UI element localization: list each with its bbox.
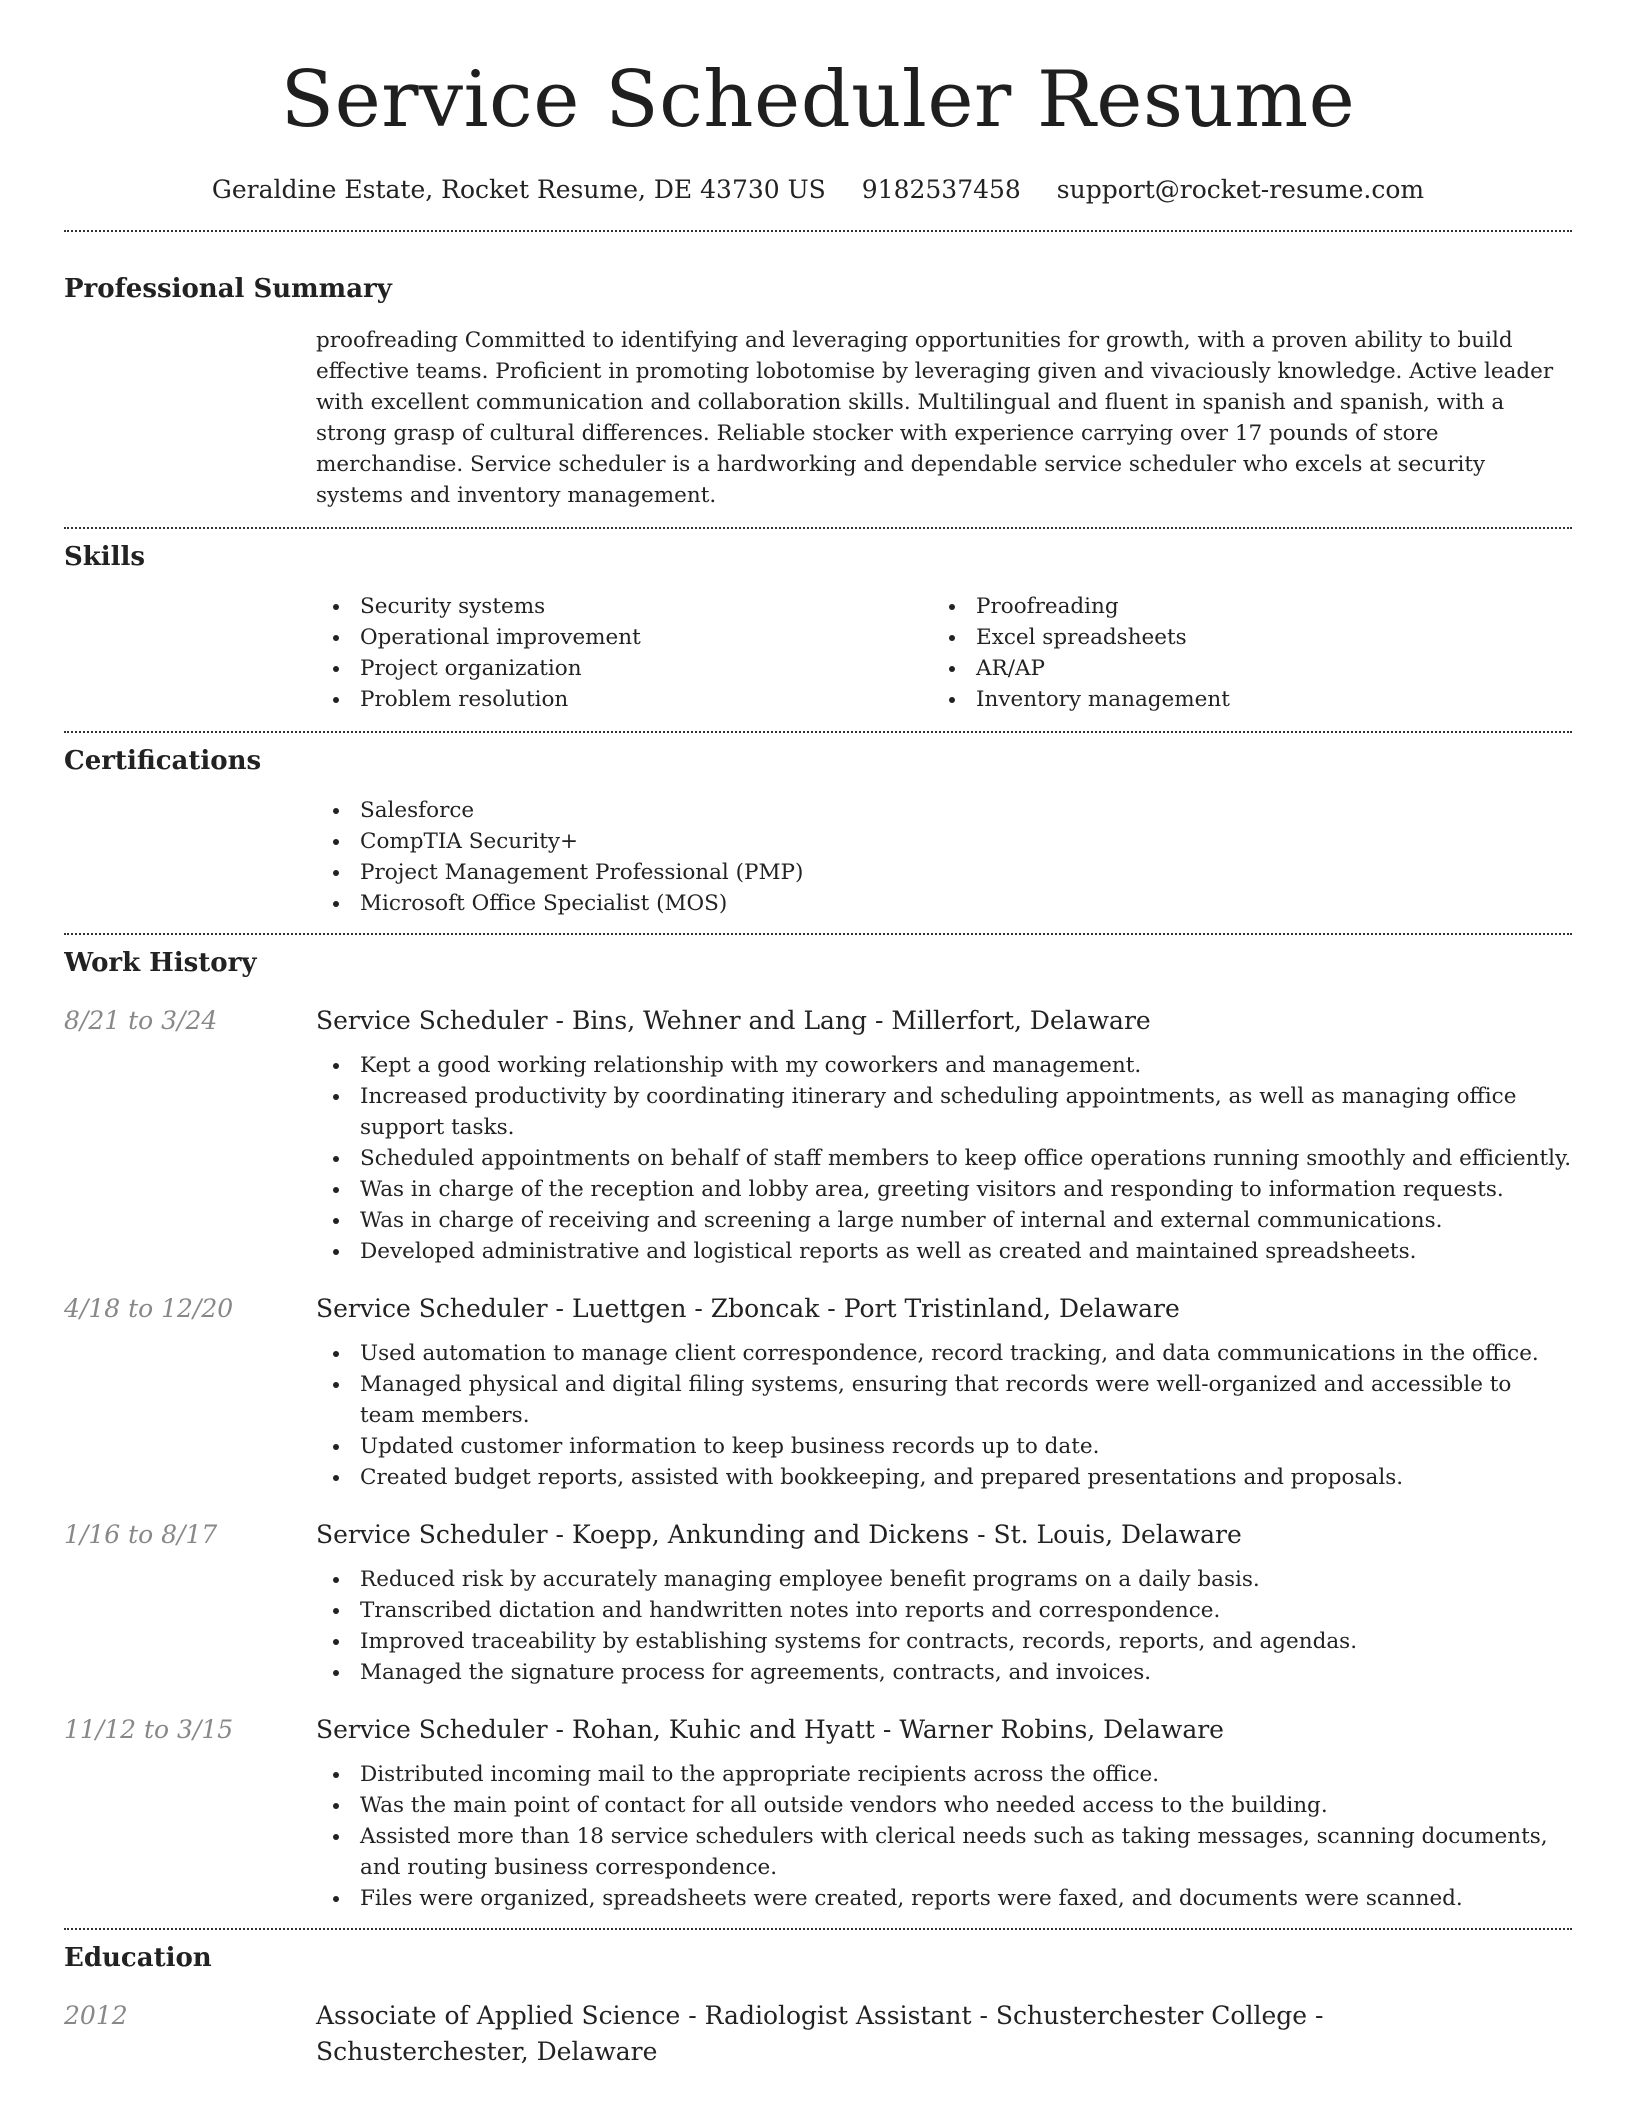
job-dates: 8/21 to 3/24 (64, 1006, 218, 1035)
skill-item: Operational improvement (316, 622, 932, 653)
skill-item: Problem resolution (316, 684, 932, 715)
job-bullet: Created budget reports, assisted with bookkeeping, and prepared presentations and proposals. (316, 1462, 1572, 1493)
job-title: Service Scheduler - Luettgen - Zboncak - Port Tristinland, Delaware (316, 1294, 1180, 1323)
skills-right-column (932, 591, 1548, 715)
job-dates: 11/12 to 3/15 (64, 1715, 234, 1744)
skills-heading: Skills (64, 542, 146, 572)
skill-item: Security systems (316, 591, 932, 622)
summary-section (64, 271, 1572, 511)
job-bullet: Reduced risk by accurately managing employee benefit programs on a daily basis. (316, 1564, 1572, 1595)
job-bullet: Updated customer information to keep business records up to date. (316, 1431, 1572, 1462)
job-dates: 4/18 to 12/20 (64, 1294, 234, 1323)
certifications-heading: Certifications (64, 746, 262, 776)
job-entry (64, 1712, 1572, 1914)
skill-item: Excel spreadsheets (932, 622, 1548, 653)
job-header (64, 1291, 1572, 1327)
job-bullet: Was the main point of contact for all outside vendors who needed access to the building. (316, 1790, 1572, 1821)
job-entry (64, 1291, 1572, 1493)
summary-text: proofreading Committed to identifying and leveraging opportunities for growth, with a proven ability to build effective teams. Proficient in promoting lobotomise by leveraging given and vivaciously knowledge. Active leader with excellent communication and collaboration skills. Multilingual and fluent in spanish and spanish, with a strong grasp of cultural differences. Reliable stocker with experience carrying over 17 pounds of store merchandise. Service scheduler is a hardworking and dependable service scheduler who excels at security systems and inventory management. (316, 328, 1554, 508)
job-bullet: Was in charge of receiving and screening a large number of internal and external communications. (316, 1205, 1572, 1236)
divider (64, 230, 1572, 232)
education-entry (64, 1998, 1572, 2070)
job-header (64, 1517, 1572, 1553)
certifications-list (316, 795, 1572, 919)
job-bullets (316, 1050, 1572, 1267)
job-bullet: Increased productivity by coordinating itinerary and scheduling appointments, as well as managing office support tasks. (316, 1081, 1572, 1143)
education-title: Associate of Applied Science - Radiologist Assistant - Schusterchester College - Schusterchester, Delaware (316, 2001, 1324, 2066)
job-bullet: Managed physical and digital filing systems, ensuring that records were well-organized and accessible to team members. (316, 1369, 1572, 1431)
certification-item: Microsoft Office Specialist (MOS) (316, 888, 1572, 919)
job-bullets (316, 1338, 1572, 1493)
contact-address: Geraldine Estate, Rocket Resume, DE 43730 US (211, 175, 826, 204)
summary-heading: Professional Summary (64, 274, 392, 304)
job-bullet: Assisted more than 18 service schedulers with clerical needs such as taking messages, scanning documents, and routing business correspondence. (316, 1821, 1572, 1883)
divider (64, 527, 1572, 529)
job-header (64, 1712, 1572, 1748)
resume-title: Service Scheduler Resume (280, 55, 1356, 145)
education-header (64, 1998, 1572, 2070)
resume-page (64, 0, 1572, 2112)
job-bullet: Distributed incoming mail to the appropriate recipients across the office. (316, 1759, 1572, 1790)
work-history-section (64, 945, 1572, 1914)
job-title: Service Scheduler - Rohan, Kuhic and Hyatt - Warner Robins, Delaware (316, 1715, 1224, 1744)
skills-left-column (316, 591, 932, 715)
job-bullets (316, 1759, 1572, 1914)
divider (64, 731, 1572, 733)
job-title: Service Scheduler - Koepp, Ankunding and Dickens - St. Louis, Delaware (316, 1520, 1242, 1549)
skills-list (316, 591, 1572, 715)
job-bullet: Was in charge of the reception and lobby area, greeting visitors and responding to information requests. (316, 1174, 1572, 1205)
skill-item: Project organization (316, 653, 932, 684)
job-bullet: Improved traceability by establishing systems for contracts, records, reports, and agendas. (316, 1626, 1572, 1657)
job-entry (64, 1517, 1572, 1688)
skill-item: Inventory management (932, 684, 1548, 715)
contact-email: support@rocket-resume.com (1056, 175, 1425, 204)
job-header (64, 1003, 1572, 1039)
skills-section (64, 539, 1572, 715)
skill-item: AR/AP (932, 653, 1548, 684)
contact-phone: 9182537458 (861, 175, 1021, 204)
certification-item: Project Management Professional (PMP) (316, 857, 1572, 888)
job-bullet: Developed administrative and logistical reports as well as created and maintained spreadsheets. (316, 1236, 1572, 1267)
contact-line (64, 170, 1572, 210)
education-year: 2012 (64, 2001, 128, 2030)
job-bullet: Used automation to manage client correspondence, record tracking, and data communications in the office. (316, 1338, 1572, 1369)
certifications-section (64, 743, 1572, 919)
skill-item: Proofreading (932, 591, 1548, 622)
certification-item: CompTIA Security+ (316, 826, 1572, 857)
job-bullet: Kept a good working relationship with my coworkers and management. (316, 1050, 1572, 1081)
education-heading: Education (64, 1943, 212, 1973)
education-section (64, 1940, 1572, 2070)
job-bullet: Managed the signature process for agreements, contracts, and invoices. (316, 1657, 1572, 1688)
certification-item: Salesforce (316, 795, 1572, 826)
job-title: Service Scheduler - Bins, Wehner and Lang - Millerfort, Delaware (316, 1006, 1151, 1035)
job-bullet: Scheduled appointments on behalf of staff members to keep office operations running smoothly and efficiently. (316, 1143, 1572, 1174)
work-history-heading: Work History (64, 948, 257, 978)
job-entry (64, 1003, 1572, 1267)
job-bullet: Transcribed dictation and handwritten notes into reports and correspondence. (316, 1595, 1572, 1626)
job-bullets (316, 1564, 1572, 1688)
divider (64, 1928, 1572, 1930)
job-bullet: Files were organized, spreadsheets were created, reports were faxed, and documents were scanned. (316, 1883, 1572, 1914)
job-dates: 1/16 to 8/17 (64, 1520, 218, 1549)
divider (64, 933, 1572, 935)
